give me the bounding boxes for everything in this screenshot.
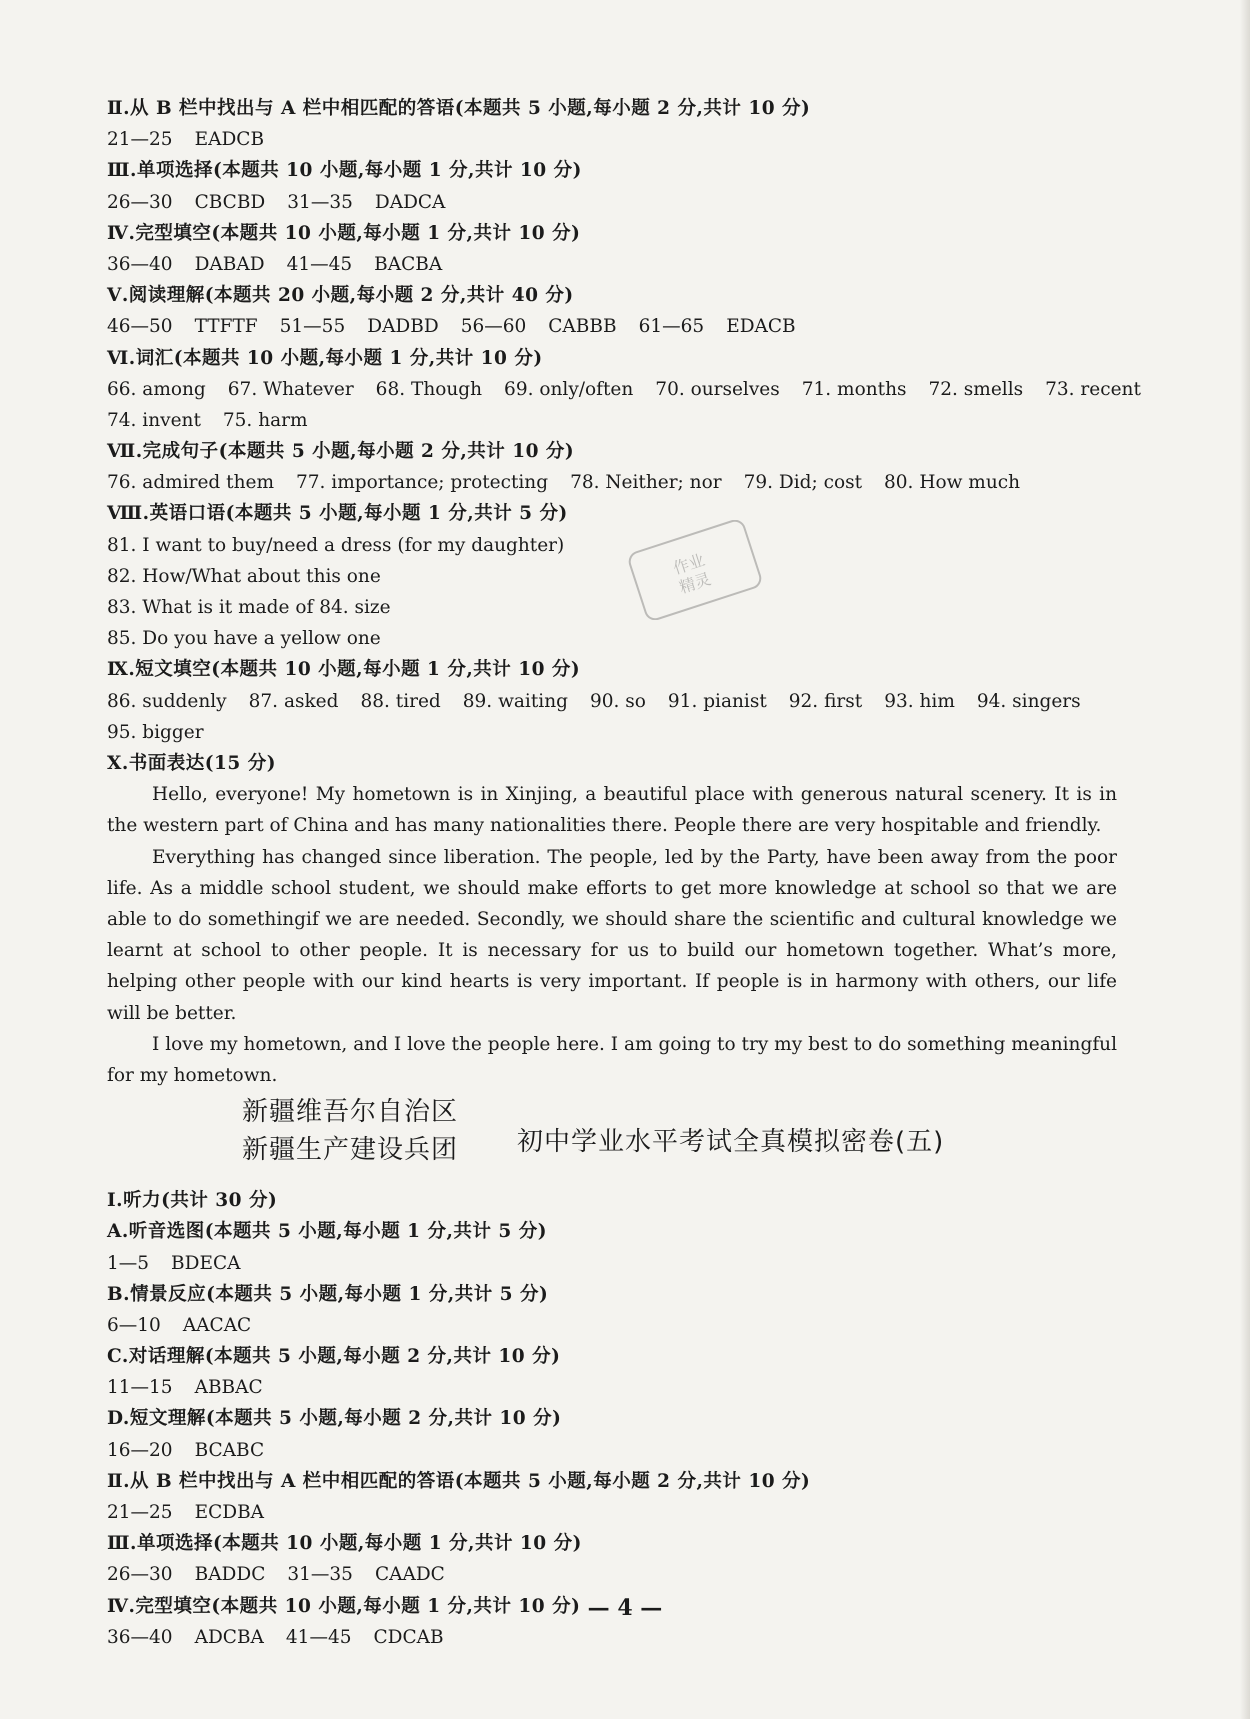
answer-letters: AACAC (182, 1314, 252, 1336)
answer-item: 66. among (107, 378, 206, 400)
answer-item: 90. so (589, 690, 646, 712)
answer-row (107, 686, 1117, 717)
watermark-stamp-icon (615, 520, 775, 620)
page-number: — 4 — (587, 1595, 663, 1621)
answer-item: 67. Whatever (227, 378, 354, 400)
answer-row (107, 1248, 1117, 1279)
answer-range: 16—20 (107, 1439, 173, 1461)
answer-letters: BCABC (194, 1439, 265, 1461)
answer-item: 77. importance; protecting (296, 472, 549, 494)
answer-item: 80. How much (884, 472, 1021, 494)
answer-letters: BDECA (171, 1252, 241, 1274)
answer-item: 95. bigger (107, 721, 204, 743)
section-heading: Ⅰ.听力(共计 30 分) (107, 1190, 278, 1212)
answer-range: 36—40 (107, 1626, 173, 1648)
answer-item: 74. invent (107, 409, 201, 431)
exam-region-line2: 新疆生产建设兵团 (242, 1135, 459, 1166)
answer-letters: DABAD (194, 253, 265, 275)
exam-name: 初中学业水平考试全真模拟密卷(五) (517, 1127, 945, 1158)
answer-range: 56—60 (460, 316, 527, 338)
answer-letters: BACBA (374, 253, 443, 275)
subsection-heading: D.短文理解(本题共 5 小题,每小题 2 分,共计 10 分) (107, 1408, 562, 1430)
answer-row (107, 405, 1117, 436)
answer-content (107, 93, 1141, 1653)
answer-range: 21—25 (107, 129, 173, 151)
answer-letters: ABBAC (194, 1377, 263, 1399)
section-heading: Ⅵ.词汇(本题共 10 小题,每小题 1 分,共计 10 分) (107, 347, 543, 369)
answer-row (107, 249, 1117, 280)
answer-item: 92. first (788, 690, 863, 712)
answer-item: 79. Did; cost (743, 472, 863, 494)
section-heading: Ⅶ.完成句子(本题共 5 小题,每小题 2 分,共计 10 分) (107, 441, 575, 463)
section-heading: Ⅳ.完型填空(本题共 10 小题,每小题 1 分,共计 10 分) (107, 1595, 581, 1617)
section-heading: Ⅲ.单项选择(本题共 10 小题,每小题 1 分,共计 10 分) (107, 1533, 582, 1555)
section-heading: Ⅹ.书面表达(15 分) (107, 752, 276, 774)
answer-letters: ECDBA (194, 1502, 265, 1524)
answer-range: 51—55 (279, 316, 346, 338)
answer-row (107, 124, 1117, 155)
exam-title (107, 1097, 1117, 1183)
answer-letters: EADCB (194, 129, 265, 151)
answer-letters: CDCAB (373, 1626, 444, 1648)
section-heading: Ⅴ.阅读理解(本题共 20 小题,每小题 2 分,共计 40 分) (107, 285, 574, 307)
answer-item: 88. tired (360, 690, 441, 712)
answer-item: 76. admired them (107, 472, 274, 494)
answer-row (107, 1622, 1117, 1653)
essay-paragraph: Everything has changed since liberation. The people, led by the Party, have been away from the poor life. As a middle school student, we should make efforts to get more knowledge at school so that we are able to do somethingif we are needed. Secondly, we should share the scientific and cultural knowledge we learnt at school to other people. It is necessary for us to build our hometown together. What’s more, helping other people with our kind hearts is very important. If people is in harmony with others, our life will be better. (107, 846, 1117, 1024)
answer-letters: CAADC (374, 1564, 445, 1586)
answer-letters: ADCBA (194, 1626, 264, 1648)
section-heading: Ⅱ.从 B 栏中找出与 A 栏中相匹配的答语(本题共 5 小题,每小题 2 分,共计 10 分) (107, 98, 811, 119)
answer-item: 69. only/often (504, 378, 634, 400)
section-heading: Ⅳ.完型填空(本题共 10 小题,每小题 1 分,共计 10 分) (107, 222, 581, 244)
answer-letters: TTFTF (194, 316, 258, 338)
answer-range: 21—25 (107, 1502, 173, 1524)
section-heading: Ⅸ.短文填空(本题共 10 小题,每小题 1 分,共计 10 分) (107, 659, 581, 681)
page-edge (1240, 0, 1250, 1719)
answer-letters: DADCA (374, 191, 446, 213)
answer-letters: BADDC (194, 1564, 266, 1586)
answer-item: 70. ourselves (655, 378, 780, 400)
answer-range: 1—5 (107, 1252, 150, 1274)
subsection-heading: B.情景反应(本题共 5 小题,每小题 1 分,共计 5 分) (107, 1283, 549, 1305)
answer-row (107, 374, 1141, 405)
essay-paragraph: Hello, everyone! My hometown is in Xinjing, a beautiful place with generous natural scenery. It is in the western part of China and has many nationalities there. People there are very hospitable and friendly. (107, 784, 1117, 837)
answer-item: 86. suddenly (107, 690, 227, 712)
answer-item: 78. Neither; nor (570, 472, 722, 494)
answer-letters: CABBB (548, 316, 617, 338)
answer-row (107, 717, 1117, 748)
answer-line: 83. What is it made of 84. size (107, 597, 391, 618)
subsection-heading: A.听音选图(本题共 5 小题,每小题 1 分,共计 5 分) (107, 1221, 547, 1243)
exam-region-line1: 新疆维吾尔自治区 (242, 1097, 459, 1128)
exam-region (242, 1093, 458, 1169)
section-heading: Ⅷ.英语口语(本题共 5 小题,每小题 1 分,共计 5 分) (107, 503, 568, 525)
answer-item: 93. him (884, 690, 955, 712)
answer-letters: CBCBD (194, 191, 266, 213)
answer-range: 36—40 (107, 253, 173, 275)
answer-range: 31—35 (287, 1564, 353, 1586)
stamp-text: 精灵 (676, 569, 714, 598)
answer-range: 26—30 (107, 191, 173, 213)
answer-range: 31—35 (287, 191, 353, 213)
answer-item: 72. smells (928, 378, 1024, 400)
answer-line: 82. How/What about this one (107, 565, 381, 587)
answer-row (107, 1435, 1117, 1466)
answer-item: 89. waiting (462, 690, 568, 712)
essay-paragraph: I love my hometown, and I love the people here. I am going to try my best to do something meaningful for my hometown. (107, 1033, 1117, 1086)
answer-range: 41—45 (286, 253, 353, 275)
answer-range: 61—65 (638, 316, 705, 338)
answer-item: 73. recent (1045, 378, 1141, 400)
answer-range: 11—15 (107, 1377, 173, 1399)
answer-line: 85. Do you have a yellow one (107, 628, 381, 650)
answer-row (107, 1372, 1117, 1403)
answer-item: 71. months (801, 378, 907, 400)
answer-range: 41—45 (285, 1626, 352, 1648)
answer-item: 75. harm (222, 409, 308, 431)
answer-item: 87. asked (248, 690, 339, 712)
answer-range: 6—10 (107, 1314, 161, 1336)
answer-row (107, 1559, 1117, 1590)
answer-row (107, 187, 1117, 218)
answer-item: 68. Though (375, 378, 483, 400)
subsection-heading: C.对话理解(本题共 5 小题,每小题 2 分,共计 10 分) (107, 1346, 561, 1368)
answer-item: 91. pianist (667, 690, 767, 712)
answer-item: 94. singers (976, 690, 1081, 712)
answer-line: 81. I want to buy/need a dress (for my daughter) (107, 534, 565, 556)
answer-letters: EDACB (726, 316, 796, 338)
section-heading: Ⅱ.从 B 栏中找出与 A 栏中相匹配的答语(本题共 5 小题,每小题 2 分,共计 10 分) (107, 1470, 811, 1492)
answer-letters: DADBD (367, 316, 439, 338)
answer-row (107, 311, 1117, 342)
answer-range: 46—50 (107, 316, 173, 338)
answer-row (107, 467, 1117, 498)
stamp-text: 作业 (670, 550, 708, 579)
section-heading: Ⅲ.单项选择(本题共 10 小题,每小题 1 分,共计 10 分) (107, 160, 582, 182)
answer-row (107, 1497, 1117, 1528)
answer-range: 26—30 (107, 1564, 173, 1586)
answer-row (107, 1310, 1117, 1341)
